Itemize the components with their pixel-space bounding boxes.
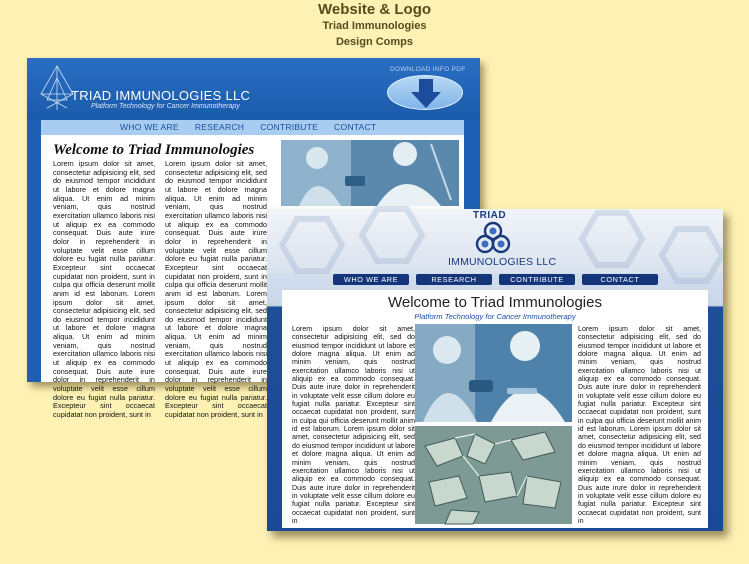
nav-contact[interactable]: CONTACT [334,122,377,132]
comp1-heading: Welcome to Triad Immunologies [53,142,255,158]
nav-contribute[interactable]: CONTRIBUTE [499,274,575,285]
comp2-heading: Welcome to Triad Immunologies [388,294,602,311]
download-pdf-button[interactable] [387,75,463,110]
lab-scientists-photo [415,324,572,422]
page-subtitle-company: Triad Immunologies [322,20,427,32]
comp1-header [27,58,480,120]
cell-microscopy-photo [415,426,572,524]
nav-contribute[interactable]: CONTRIBUTE [260,122,319,132]
download-label: DOWNLOAD INFO PDF [390,66,466,73]
comp2-body-right: Lorem ipsum dolor sit amet, consectetur adipisicing elit, sed do eiusmod tempor incididunt ut labore et dolore magna aliqua. Ut enim ad minim veniam, quis nostrud exercitation ullamco laboris nisi ut aliquip ex ea commodo consequat. Duis aute irure dolor in reprehenderit in voluptate velit esse cillum dolore eu fugiat nulla pariatur. Excepteur sint occaecat cupidatat non proident, sunt in culpa qui officia deserunt mollit anim id est laborum. Lorem ipsum dolor sit amet, consectetur adipisicing elit, sed do eiusmod tempor incididunt ut labore et dolore magna aliqua. Ut enim ad minim veniam, quis nostrud exercitation ullamco laboris nisi ut aliquip ex ea commodo consequat. Duis aute irure dolor in reprehenderit in voluptate velit esse cillum dolore eu fugiat nulla pariatur. Excepteur sint occaecat cupidatat non proident, sunt in [578,325,701,525]
comp1-tagline: Platform Technology for Cancer Immunotherapy [91,103,240,110]
design-comp-navy [267,209,723,531]
nav-who-we-are[interactable]: WHO WE ARE [333,274,409,285]
comp1-logo-text: TRIAD IMMUNOLOGIES LLC [71,88,251,103]
comp1-body-right: Lorem ipsum dolor sit amet, consectetur adipisicing elit, sed do eiusmod tempor incididunt ut labore et dolore magna aliqua. Ut enim ad minim veniam, quis nostrud exercitation ullamco laboris nisi ut aliquip ex ea commodo consequat. Duis aute irure dolor in reprehenderit in voluptate velit esse cillum dolore eu fugiat nulla pariatur. Excepteur sint occaecat cupidatat non proident, sunt in culpa qui officia deserunt mollit anim id est laborum. Lorem ipsum dolor sit amet, consectetur adipisicing elit, sed do eiusmod tempor incididunt ut labore et dolore magna aliqua. Ut enim ad minim veniam, quis nostrud exercitation ullamco laboris nisi ut aliquip ex ea commodo consequat. Duis aute irure dolor in reprehenderit in voluptate velit esse cillum dolore eu fugiat nulla pariatur. Excepteur sint occaecat cupidatat non proident, sunt in [165,159,267,420]
triad-ring-logo-icon [475,221,511,255]
comp2-body-left: Lorem ipsum dolor sit amet, consectetur adipisicing elit, sed do eiusmod tempor incididunt ut labore et dolore magna aliqua. Ut enim ad minim veniam, quis nostrud exercitation ullamco laboris nisi ut aliquip ex ea commodo consequat. Duis aute irure dolor in reprehenderit in voluptate velit esse cillum dolore eu fugiat nulla pariatur. Excepteur sint occaecat cupidatat non proident, sunt in culpa qui officia deserunt mollit anim id est laborum. Lorem ipsum dolor sit amet, consectetur adipisicing elit, sed do eiusmod tempor incididunt ut labore et dolore magna aliqua. Ut enim ad minim veniam, quis nostrud exercitation ullamco laboris nisi ut aliquip ex ea commodo consequat. Duis aute irure dolor in reprehenderit in voluptate velit esse cillum dolore eu fugiat nulla pariatur. Excepteur sint occaecat cupidatat non proident, sunt in [292,325,415,525]
comp1-body-left: Lorem ipsum dolor sit amet, consectetur adipisicing elit, sed do eiusmod tempor incididunt ut labore et dolore magna aliqua. Ut enim ad minim veniam, quis nostrud exercitation ullamco laboris nisi ut aliquip ex ea commodo consequat. Duis aute irure dolor in reprehenderit in voluptate velit esse cillum dolore eu fugiat nulla pariatur. Excepteur sint occaecat cupidatat non proident, sunt in culpa qui officia deserunt mollit anim id est laborum. Lorem ipsum dolor sit amet, consectetur adipisicing elit, sed do eiusmod tempor incididunt ut labore et dolore magna aliqua. Ut enim ad minim veniam, quis nostrud exercitation ullamco laboris nisi ut aliquip ex ea commodo consequat. Duis aute irure dolor in reprehenderit in voluptate velit esse cillum dolore eu fugiat nulla pariatur. Excepteur sint occaecat cupidatat non proident, sunt in [53,159,155,420]
comp2-content-panel [282,290,708,528]
page-subtitle-comps: Design Comps [335,36,413,48]
comp2-logo-bottom: IMMUNOLOGIES LLC [448,256,557,268]
comp2-logo-top: TRIAD [473,210,507,221]
comp2-tagline: Platform Technology for Cancer Immunotherapy [414,312,576,321]
download-arrow-icon [410,79,442,109]
page-title: Website & Logo [317,1,432,18]
nav-research[interactable]: RESEARCH [416,274,492,285]
lab-scientists-photo [281,140,459,206]
comp1-nav [41,120,464,135]
nav-contact[interactable]: CONTACT [582,274,658,285]
nav-who-we-are[interactable]: WHO WE ARE [120,122,179,132]
nav-research[interactable]: RESEARCH [194,122,245,132]
comp2-nav [333,274,663,285]
